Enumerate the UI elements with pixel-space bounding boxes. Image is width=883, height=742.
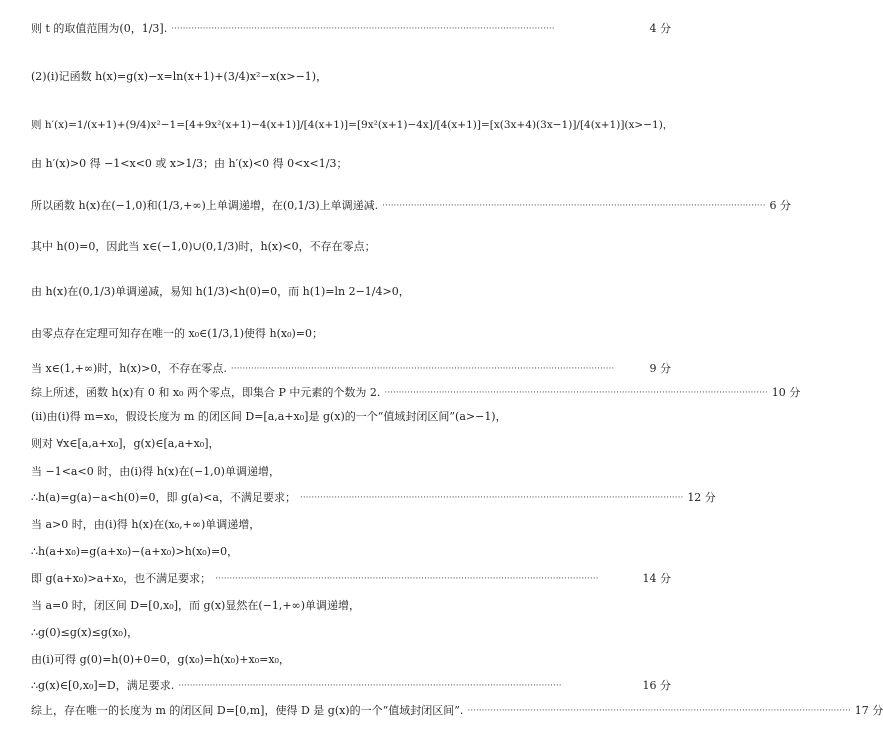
score-mark: 17 分 [854,704,883,717]
solution-line [31,572,671,586]
solution-line [31,199,791,213]
line-text: 当 a>0 时，由(ⅰ)得 h(x)在(x₀,+∞)单调递增， [31,518,261,531]
line-text: 则 h′(x)=1/(x+1)+(9/4)x²−1=[4+9x²(x+1)−4(x+1)]/[4(x+1)]=[9x²(x+1)−4x]/[4(x+1)]=[x(3x+4)(3x−1)]/[4(x+1)](x>−1)， [31,119,674,131]
solution-line [31,157,347,171]
solution-line [31,679,671,693]
solution-line [31,545,238,559]
solution-line [31,653,290,667]
solution-line [31,599,360,613]
line-text: ∴g(0)≤g(x)≤g(x₀)， [31,626,139,639]
solution-line [31,362,671,376]
line-text: 则 t 的取值范围为(0，1/3]. [31,22,168,35]
line-text: 由零点存在定理可知存在唯一的 x₀∈(1/3,1)使得 h(x₀)=0； [31,327,324,340]
leader-dots: ······································································································································ [178,681,562,691]
leader-dots: ······································································································································ [299,493,684,503]
leader-dots: ······································································································································ [384,388,768,398]
solution-line [31,465,280,479]
line-text: ∴g(x)∈[0,x₀]=D，满足要求. [31,679,175,692]
solution-line [31,70,327,84]
leader-dots: ······································································································································ [215,574,599,584]
line-text: ∴h(a)=g(a)−a<h(0)=0，即 g(a)<a，不满足要求； [31,491,296,504]
solution-line [31,285,410,299]
leader-dots: ······································································································································ [467,706,851,716]
leader-dots: ······································································································································ [382,201,766,211]
line-text: 综上所述，函数 h(x)有 0 和 x₀ 两个零点，即集合 P 中元素的个数为 2. [31,386,381,399]
line-text: 综上，存在唯一的长度为 m 的闭区间 D=[0,m]，使得 D 是 g(x)的一个“值域封闭区间”. [31,704,464,717]
line-text: 当 x∈(1,+∞)时，h(x)>0，不存在零点. [31,362,227,375]
line-text: 所以函数 h(x)在(−1,0)和(1/3,+∞)上单调递增，在(0,1/3)上单调递减. [31,199,379,212]
score-mark: 10 分 [771,386,801,399]
solution-line [31,704,883,718]
line-text: 由(ⅰ)可得 g(0)=h(0)+0=0，g(x₀)=h(x₀)+x₀=x₀， [31,653,290,666]
solution-line [31,491,716,505]
leader-dots: ······································································································································ [171,24,555,34]
solution-line [31,518,260,532]
score-mark: 12 分 [687,491,716,504]
line-text: 则对 ∀x∈[a,a+x₀]，g(x)∈[a,a+x₀]， [31,437,220,450]
solution-line [31,386,801,400]
solution-line [31,327,323,341]
score-mark: 14 分 [642,572,671,585]
score-mark: 4 分 [649,22,671,35]
solution-line [31,22,671,36]
line-text: 当 −1<a<0 时，由(ⅰ)得 h(x)在(−1,0)单调递增， [31,465,280,478]
solution-line [31,626,138,640]
line-text: 当 a=0 时，闭区间 D=[0,x₀]，而 g(x)显然在(−1,+∞)单调递增， [31,599,360,612]
score-mark: 9 分 [649,362,671,375]
line-text: ∴h(a+x₀)=g(a+x₀)−(a+x₀)>h(x₀)=0， [31,545,239,558]
score-mark: 6 分 [769,199,791,212]
score-mark: 16 分 [642,679,671,692]
solution-line [31,410,507,424]
solution-line [31,240,376,254]
solution-line [31,118,673,132]
line-text: 由 h(x)在(0,1/3)单调递减，易知 h(1/3)<h(0)=0，而 h(1)=ln 2−1/4>0， [31,285,410,298]
line-text: 其中 h(0)=0，因此当 x∈(−1,0)∪(0,1/3)时，h(x)<0，不存在零点； [31,240,376,253]
line-text: (ⅱ)由(ⅰ)得 m=x₀，假设长度为 m 的闭区间 D=[a,a+x₀]是 g(x)的一个“值域封闭区间”(a>−1)， [31,410,507,423]
line-text: (2)(ⅰ)记函数 h(x)=g(x)−x=ln(x+1)+(3/4)x²−x(x>−1)， [31,70,328,83]
leader-dots: ······································································································································ [230,364,615,374]
solution-line [31,437,220,451]
line-text: 即 g(a+x₀)>a+x₀，也不满足要求； [31,572,212,585]
line-text: 由 h′(x)>0 得 −1<x<0 或 x>1/3；由 h′(x)<0 得 0<x<1/3； [31,157,348,170]
